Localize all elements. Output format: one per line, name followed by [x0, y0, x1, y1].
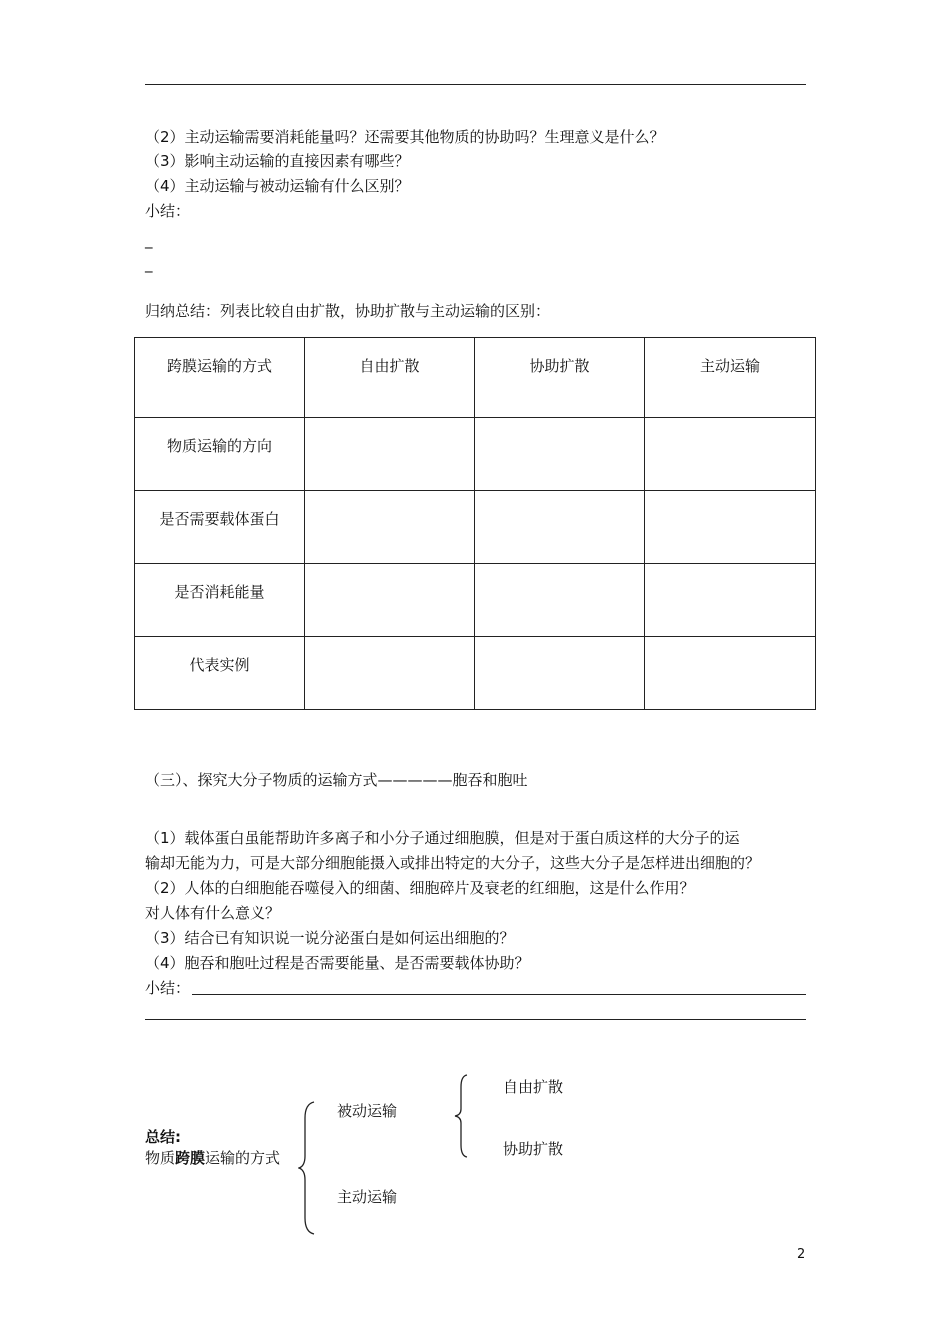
page-number: 2 — [797, 1247, 806, 1262]
summary-label: 小结： — [145, 202, 191, 220]
table-header-cell: 自由扩散 — [305, 338, 475, 418]
blank-cell[interactable] — [645, 491, 816, 564]
passive-transport-label: 被动运输 — [337, 1102, 398, 1120]
blank-cell[interactable] — [305, 491, 475, 564]
section3-q2-line1: （2）人体的白细胞能吞噬侵入的细菌、细胞碎片及衰老的红细胞，这是什么作用？ — [145, 879, 695, 897]
section3-summary-label: 小结： — [145, 979, 191, 997]
section3-q3: （3）结合已有知识说一说分泌蛋白是如何运出细胞的？ — [145, 929, 515, 947]
blank-cell[interactable] — [305, 418, 475, 491]
section3-q2-line2: 对人体有什么意义？ — [145, 904, 281, 922]
facilitated-diffusion-label: 协助扩散 — [503, 1140, 564, 1158]
table-row — [135, 637, 816, 710]
subject-bold: 跨膜 — [175, 1149, 206, 1167]
row-label: 物质运输的方向 — [135, 418, 305, 491]
blank-cell[interactable] — [475, 418, 645, 491]
conclusion-subject — [145, 1147, 280, 1168]
table-header-cell: 跨膜运输的方式 — [135, 338, 305, 418]
subject-suffix: 运输的方式 — [205, 1149, 281, 1167]
table-row — [135, 491, 816, 564]
section3-title: （三）、探究大分子物质的运输方式—————胞吞和胞吐 — [145, 771, 528, 789]
section3-q1-line2: 输却无能为力，可是大部分细胞能摄入或排出特定的大分子，这些大分子是怎样进出细胞的？ — [145, 854, 761, 872]
blank-cell[interactable] — [475, 564, 645, 637]
blank-cell[interactable] — [475, 637, 645, 710]
table-row — [135, 564, 816, 637]
table-header-row — [135, 338, 816, 418]
summary-answer-line[interactable] — [192, 994, 806, 995]
question-2: （2）主动运输需要消耗能量吗？还需要其他物质的协助吗？生理意义是什么？ — [145, 128, 665, 146]
blank-cell[interactable] — [645, 564, 816, 637]
table-header-cell: 主动运输 — [645, 338, 816, 418]
summary-answer-line-2[interactable] — [145, 1019, 806, 1020]
question-3: （3）影响主动运输的直接因素有哪些？ — [145, 152, 410, 170]
table-row — [135, 418, 816, 491]
blank-mark: _ — [145, 255, 153, 273]
comparison-table — [134, 337, 816, 710]
blank-cell[interactable] — [645, 637, 816, 710]
question-4: （4）主动运输与被动运输有什么区别？ — [145, 177, 410, 195]
blank-cell[interactable] — [305, 564, 475, 637]
section3-q4: （4）胞吞和胞吐过程是否需要能量、是否需要载体协助？ — [145, 954, 530, 972]
blank-cell[interactable] — [305, 637, 475, 710]
blank-cell[interactable] — [645, 418, 816, 491]
active-transport-label: 主动运输 — [337, 1188, 398, 1206]
row-label: 是否需要载体蛋白 — [135, 491, 305, 564]
row-label: 代表实例 — [135, 637, 305, 710]
table-header-cell: 协助扩散 — [475, 338, 645, 418]
section3-q1-line1: （1）载体蛋白虽能帮助许多离子和小分子通过细胞膜，但是对于蛋白质这样的大分子的运 — [145, 829, 740, 847]
row-label: 是否消耗能量 — [135, 564, 305, 637]
blank-cell[interactable] — [475, 491, 645, 564]
subject-prefix: 物质 — [145, 1149, 176, 1167]
top-rule — [145, 84, 806, 85]
blank-mark: _ — [145, 231, 153, 249]
conclusion-label: 总结: — [145, 1128, 181, 1146]
free-diffusion-label: 自由扩散 — [503, 1078, 564, 1096]
comparison-intro: 归纳总结：列表比较自由扩散，协助扩散与主动运输的区别： — [145, 302, 551, 320]
